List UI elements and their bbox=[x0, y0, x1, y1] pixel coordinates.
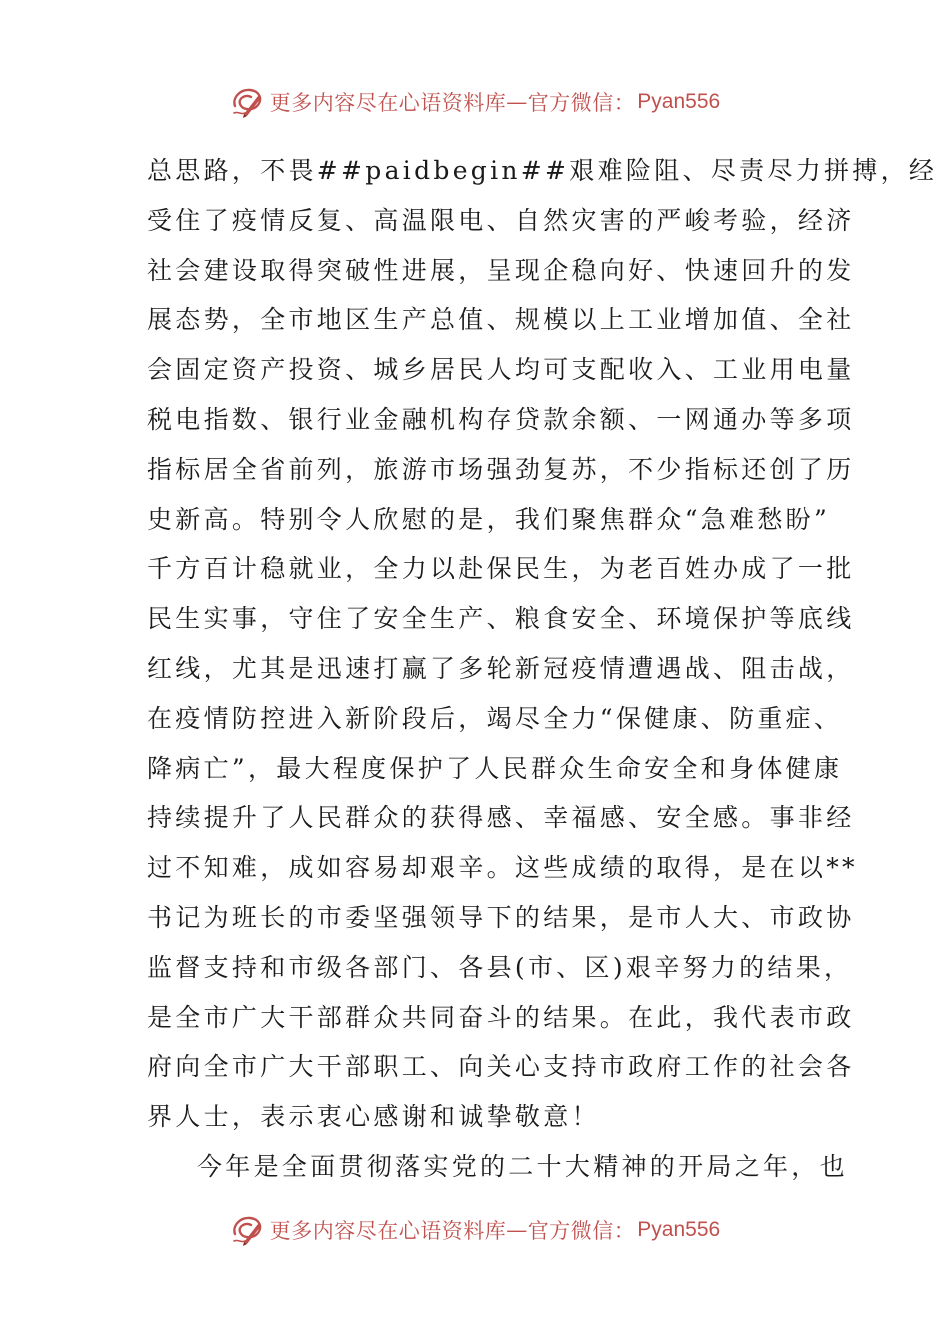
paragraph-first-line: 今年是全面贯彻落实党的二十大精神的开局之年，也 bbox=[197, 1151, 848, 1181]
document-body bbox=[147, 146, 938, 1192]
text-line: 社会建设取得突破性进展，呈现企稳向好、快速回升的发 bbox=[147, 255, 855, 285]
text-line: 界人士，表示衷心感谢和诚挚敬意！ bbox=[147, 1102, 600, 1132]
text-line: 降病亡”，最大程度保护了人民群众生命安全和身体健康 bbox=[147, 753, 843, 783]
footer-separator: — bbox=[506, 1218, 528, 1242]
text-line: 监督支持和市级各部门、各县(市、区)艰辛努力的结果， bbox=[147, 952, 853, 982]
text-line: 史新高。特别令人欣慰的是，我们聚焦群众“急难愁盼” bbox=[147, 504, 831, 534]
text-line: 税电指数、银行业金融机构存贷款余额、一网通办等多项 bbox=[147, 404, 855, 434]
footer-brand-text: 更多内容尽在心语资料库 bbox=[269, 1219, 507, 1243]
text-line: 过不知难，成如容易却艰辛。这些成绩的取得，是在以** bbox=[147, 853, 858, 883]
text-line: 民生实事，守住了安全生产、粮食安全、环境保护等底线 bbox=[147, 604, 855, 634]
text-line: 红线，尤其是迅速打赢了多轮新冠疫情遭遇战、阻击战， bbox=[147, 653, 855, 683]
text-line: 受住了疫情反复、高温限电、自然灾害的严峻考验，经济 bbox=[147, 205, 855, 235]
text-line: 在疫情防控进入新阶段后，竭尽全力“保健康、防重症、 bbox=[147, 703, 843, 733]
footer-banner bbox=[0, 1210, 950, 1250]
text-line: 会固定资产投资、城乡居民人均可支配收入、工业用电量 bbox=[147, 355, 855, 385]
header-banner bbox=[0, 82, 950, 122]
text-line: 持续提升了人民群众的获得感、幸福感、安全感。事非经 bbox=[147, 803, 855, 833]
pen-swirl-logo-icon bbox=[230, 84, 266, 120]
text-line: 是全市广大干部群众共同奋斗的结果。在此，我代表市政 bbox=[147, 1002, 855, 1032]
text-line: 总思路，不畏##paidbegin##艰难险阻、尽责尽力拼搏，经 bbox=[147, 156, 938, 185]
header-brand-text: 更多内容尽在心语资料库 bbox=[269, 91, 507, 115]
pen-swirl-logo-icon bbox=[230, 1212, 266, 1248]
footer-wechat-label: 官方微信： bbox=[527, 1219, 636, 1243]
text-line: 千方百计稳就业，全力以赴保民生，为老百姓办成了一批 bbox=[147, 554, 855, 584]
text-line: 展态势，全市地区生产总值、规模以上工业增加值、全社 bbox=[147, 305, 855, 335]
header-wechat-id: Pyan556 bbox=[637, 90, 721, 113]
text-line: 指标居全省前列，旅游市场强劲复苏，不少指标还创了历 bbox=[147, 454, 855, 484]
text-line: 府向全市广大干部职工、向关心支持市政府工作的社会各 bbox=[147, 1052, 855, 1082]
footer-wechat-id: Pyan556 bbox=[637, 1218, 721, 1241]
header-separator: — bbox=[506, 90, 528, 114]
text-line: 书记为班长的市委坚强领导下的结果，是市人大、市政协 bbox=[147, 902, 855, 932]
header-wechat-label: 官方微信： bbox=[527, 91, 636, 115]
